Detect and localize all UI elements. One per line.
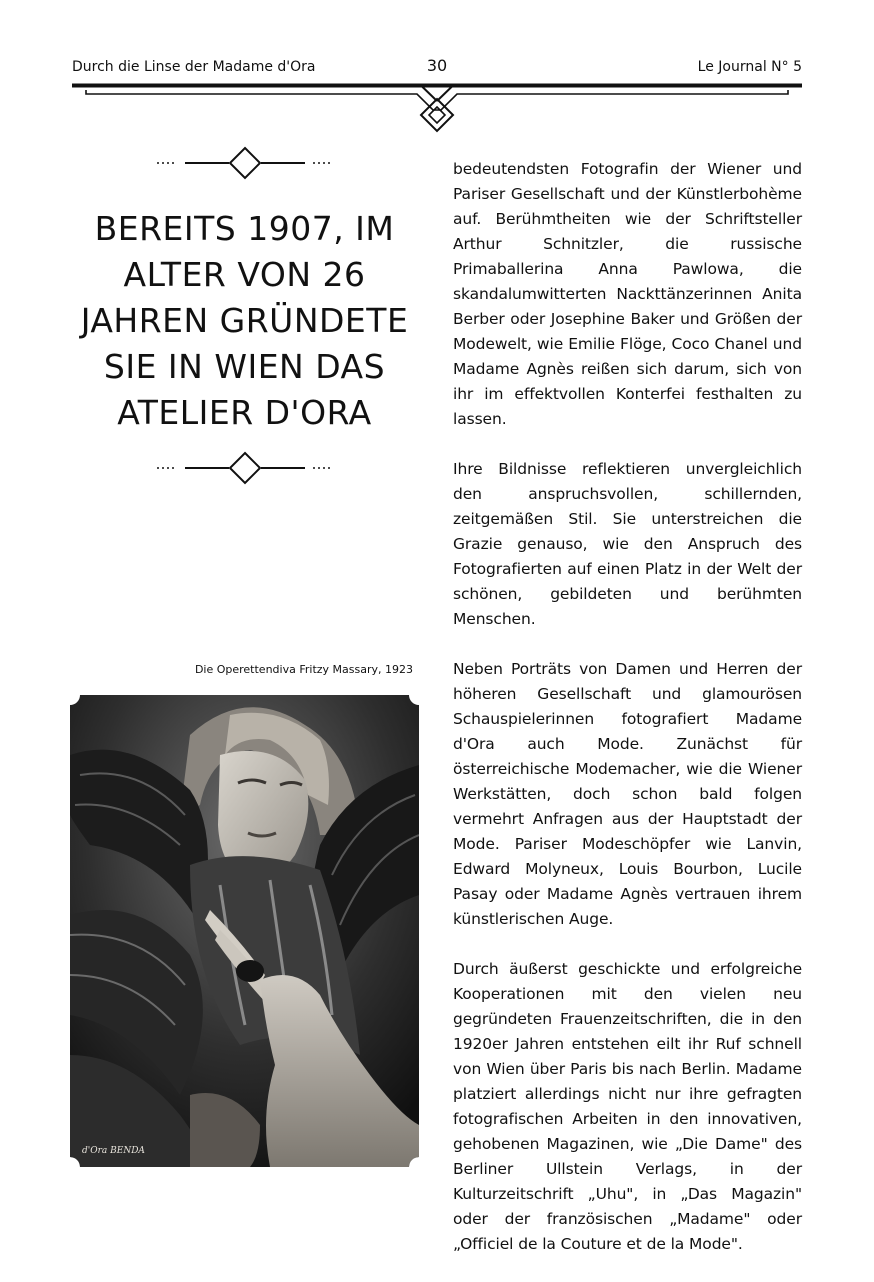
- page-number: 30: [426, 56, 448, 75]
- running-header-right: Le Journal N° 5: [697, 59, 802, 75]
- article-paragraph: Neben Porträts von Damen und Herren der höheren Gesellschaft und glamourösen Schauspielerinnen fotografiert Madame d'Ora auch Mode. Zunächst für österreichische Modemacher, wie die Wiener Werkstätten, doch schon bald folgen vermehrt Anfragen aus der Hauptstadt der Mode. Pariser Modeschöpfer wie Lanvin, Edward Molyneux, Louis Bourbon, Lucile Pasay oder Madame Agnès vertrauen ihrem künstlerischen Auge.: [453, 660, 802, 928]
- article-paragraph: bedeutendsten Fotografin der Wiener und Pariser Gesellschaft und der Künstlerbohème auf. Berühmtheiten wie der Schriftsteller Arthur Schnitzler, die russische Primaballerina Anna Pawlowa, die skandalumwitterten Nackttänzerinnen Anita Berber oder Josephine Baker und Größen der Modewelt, wie Emilie Flöge, Coco Chanel und Madame Agnès reißen sich darum, sich von ihr im effektvollen Konterfei festhalten zu lassen.: [453, 160, 802, 428]
- running-header-left: Durch die Linse der Madame d'Ora: [72, 59, 316, 75]
- portrait-photo: [70, 695, 419, 1167]
- photo-studio-signature: d'Ora BENDA: [82, 1146, 145, 1156]
- pull-quote-ornament-top: [157, 146, 333, 180]
- pull-quote-ornament-bottom: [157, 451, 333, 485]
- article-paragraph: Ihre Bildnisse reflektieren unvergleichlich den anspruchsvollen, schillernden, zeitgemäßen Stil. Sie unterstreichen die Grazie genauso, wie den Anspruch des Fotografierten auf einen Platz in der Welt der schönen, gebildeten und berühmten Menschen.: [453, 460, 802, 628]
- header-art-deco-divider: [70, 80, 804, 136]
- pull-quote: BEREITS 1907, IM ALTER VON 26 JAHREN GRÜNDETE SIE IN WIEN DAS ATELIER D'ORA: [80, 209, 409, 432]
- article-body: [453, 157, 802, 1282]
- article-paragraph: Durch äußerst geschickte und erfolgreiche Kooperationen mit den vielen neu gegründeten Frauenzeitschriften, die in den 1920er Jahren entstehen eilt ihr Ruf schnell von Wien über Paris bis nach Berlin. Madame platziert allerdings nicht nur ihre gefragten fotografischen Arbeiten in den innovativen, gehobenen Magazinen, wie „Die Dame" des Berliner Ullstein Verlags, in der Kulturzeitschrift „Uhu", in „Das Magazin" oder der französischen „Madame" oder „Officiel de la Couture et de la Mode".: [453, 960, 802, 1253]
- photo-caption: Die Operettendiva Fritzy Massary, 1923: [194, 663, 413, 676]
